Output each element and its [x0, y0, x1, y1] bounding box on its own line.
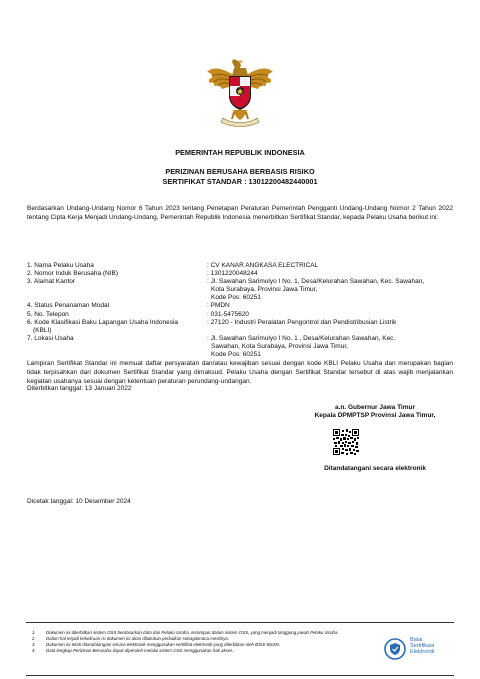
note-text: Dokumen ini telah ditandatangani secara elektronik menggunakan sertifikat elektronik yang diterbitkan oleh BSrE-BSSN.: [46, 642, 281, 647]
field-label-line: 6. Kode Klasifikasi Baku Lapangan Usaha Indonesia: [27, 318, 179, 326]
address-line: Sawahan, Kota Surabaya, Provinsi Jawa Timur,: [211, 342, 348, 350]
government-title: PEMERINTAH REPUBLIK INDONESIA: [175, 148, 305, 157]
qr-code-icon: [333, 429, 359, 455]
electronic-signature-note: Ditandatangani secara elektronik: [324, 465, 426, 472]
field-label: 4. Status Penanaman Modal: [27, 302, 110, 310]
address-line: : Jl. Sawahan Sarimulyo I No. 1, Desa/Kelurahan Sawahan, Kec. Sawahan,: [207, 278, 425, 286]
certificate-number: SERTIFIKAT STANDAR : 13012200482440001: [162, 177, 318, 186]
bsre-shield-icon: [384, 637, 406, 661]
address-line: Kode Pos: 60251: [211, 351, 261, 359]
field-value: : CV KANAR ANGKASA ELECTRICAL: [207, 262, 319, 269]
field-row: [27, 270, 457, 278]
note-number: 4.: [32, 648, 36, 653]
field-label: 7. Lokasi Usaha: [27, 334, 74, 342]
note-number: 2.: [32, 636, 36, 641]
bsre-logo: [384, 635, 452, 665]
note-text: Dokumen ini diterbitkan sistem OSS berdasarkan data dan Pelaku Usaha, tersimpan dalam sistem OSS, yang menjadi tanggung jawab Pelaku Usaha.: [46, 630, 339, 635]
field-row: [27, 319, 457, 335]
address-line: Kota Surabaya, Provinsi Jawa Timur,: [211, 286, 318, 294]
field-label: 3. Alamat Kantor: [27, 278, 76, 286]
field-value: : 27120 - Industri Peralatan Pengontrol dan Pendistribusian Listrik: [207, 318, 397, 326]
field-row: [27, 278, 457, 302]
field-row: [27, 262, 457, 270]
field-row: [27, 302, 457, 310]
bsre-logo-text: Balai: [410, 637, 423, 643]
bsre-logo-text: Sertifikasi: [410, 643, 435, 650]
footer-note: [32, 648, 372, 654]
bsre-logo-text: Elektronik: [410, 649, 435, 656]
note-text: Data lengkap Perizinan Berusaha dapat diperoleh melalui sistem OSS menggunakan hak akses.: [46, 648, 234, 653]
garuda-emblem-icon: [205, 56, 275, 134]
address-line: Kode Pos: 60251: [211, 294, 261, 302]
attachment-paragraph: Lampiran Sertifikat Standar ini memuat daftar persyaratan dan/atau kewajiban sesuai dengan kode KBLI Pelaku Usaha dan merupakan bagian tidak terpisahkan dari dokumen Sertifikat Standar yang dimaksud. Pelaku Usaha dengan Sertifikat Standar tersebut di atas wajib menjalankan kegiatan usahanya sesuai dengan ketentuan peraturan perundang-undangan.: [27, 360, 453, 385]
intro-paragraph: Berdasarkan Undang-Undang Nomor 6 Tahun 2023 tentang Penetapan Peraturan Pemerintah Pengganti Undang-Undang Nomor 2 Tahun 2022 tentang Cipta Kerja Menjadi Undang-Undang, Pemerintah Republik Indonesia menerbitkan Sertifikat Standar, kepada Pelaku Usaha berikut ini:: [27, 205, 453, 221]
printed-date: Dicetak tanggal: 10 Desember 2024: [27, 498, 131, 505]
note-number: 3.: [32, 642, 36, 647]
note-text: Dalam hal terjadi kekeliruan isi dokumen ini akan dilakukan perbaikan sebagaimana mestinya.: [46, 636, 230, 641]
business-fields: [27, 262, 457, 359]
address-line: : Jl. Sawahan Sarimulyo I No. 1 , Desa/Kelurahan Sawahan, Kec.: [207, 334, 396, 342]
field-row: [27, 335, 457, 359]
field-value: [207, 278, 457, 302]
field-label: 5. No. Telepon: [27, 310, 69, 318]
issued-date: Diterbitkan tanggal: 13 Januari 2022: [27, 385, 132, 392]
signature-office: Kepala DPMPTSP Provinsi Jawa Timur,: [314, 412, 436, 419]
field-value: [207, 335, 457, 359]
field-value: : PMDN: [207, 302, 230, 310]
footer-notes-box: [26, 622, 454, 676]
signature-authority: a.n. Gubernur Jawa Timur: [334, 404, 416, 411]
field-label: 2. Nomor Induk Berusaha (NIB): [27, 270, 119, 278]
permit-type-title: PERIZINAN BERUSAHA BERBASIS RISIKO: [165, 167, 315, 176]
field-label: 1. Nama Pelaku Usaha: [27, 262, 94, 269]
field-value: : 031-5475620: [207, 310, 249, 318]
field-row: [27, 311, 457, 319]
footer-notes: [32, 630, 372, 654]
field-value: : 1301220048244: [207, 270, 258, 278]
field-label-line: (KBLI): [33, 326, 52, 334]
note-number: 1.: [32, 630, 36, 635]
field-label: [27, 319, 207, 335]
